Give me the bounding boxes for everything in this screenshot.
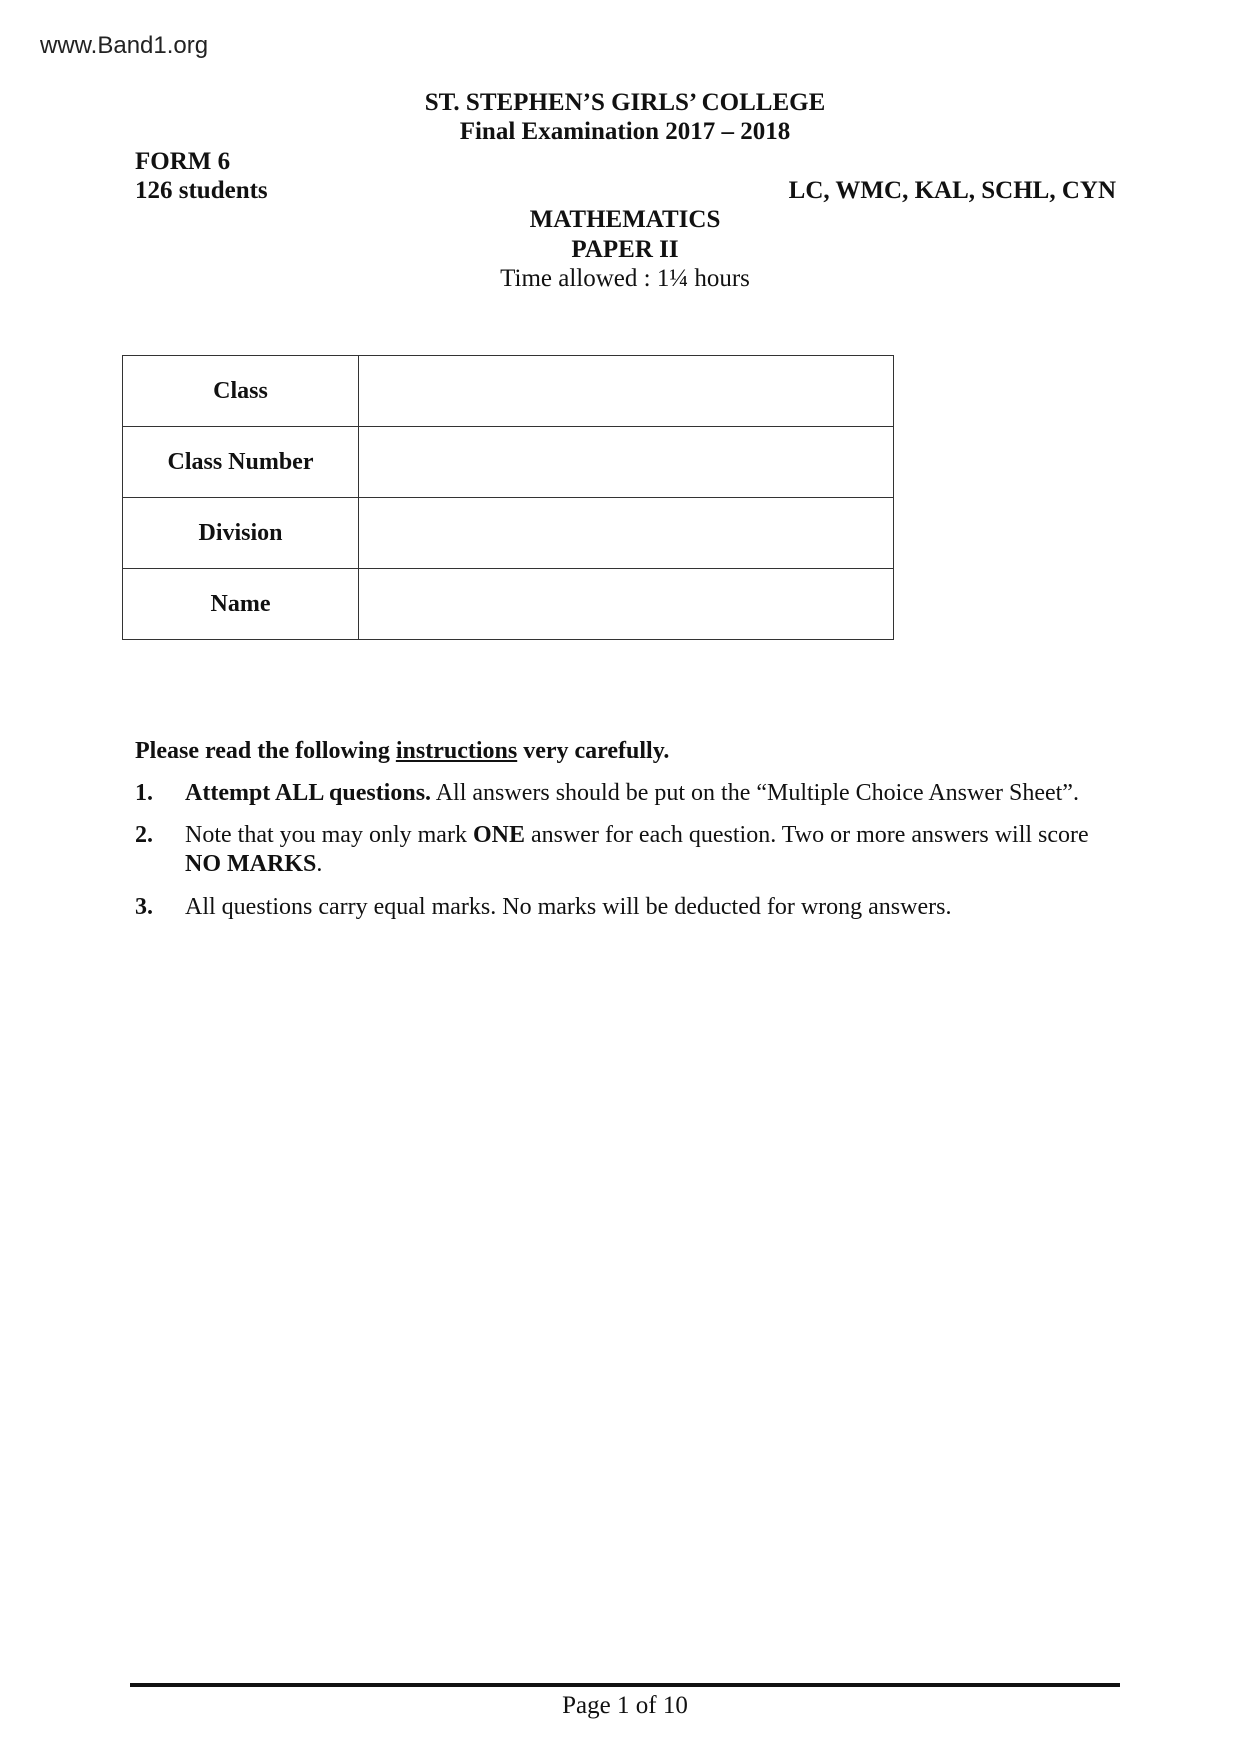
- page-number: Page 1 of 10: [562, 1692, 688, 1719]
- watermark[interactable]: www.Band1.org: [40, 32, 209, 59]
- student-count: 126 students: [135, 177, 268, 204]
- table-row: [123, 569, 894, 640]
- class-field[interactable]: [359, 356, 894, 427]
- form-label: FORM 6: [135, 148, 231, 175]
- instruction-3: All questions carry equal marks. No marks will be deducted for wrong answers.: [185, 894, 952, 920]
- table-row: [123, 356, 894, 427]
- text: All answers should be put on the “Multiple Choice Answer Sheet”.: [431, 780, 1079, 806]
- bold-text: ONE: [472, 822, 525, 848]
- item-number: 1.: [135, 780, 153, 806]
- teachers: LC, WMC, KAL, SCHL, CYN: [788, 177, 1116, 204]
- text: answer for each question. Two or more answers will score: [524, 822, 1089, 848]
- name-label: Name: [123, 569, 359, 640]
- paper: PAPER II: [571, 236, 679, 263]
- name-field[interactable]: [359, 569, 894, 640]
- bold-text: NO MARKS: [185, 851, 317, 877]
- time-allowed: Time allowed : 1¼ hours: [500, 265, 750, 292]
- table-row: [123, 427, 894, 498]
- table-row: [123, 498, 894, 569]
- class-number-field[interactable]: [359, 427, 894, 498]
- student-info-table: [122, 355, 894, 640]
- instructions-heading: [135, 738, 669, 765]
- exam-title: Final Examination 2017 – 2018: [459, 118, 791, 145]
- instruction-2: [185, 822, 1089, 849]
- division-field[interactable]: [359, 498, 894, 569]
- school-name: ST. STEPHEN’S GIRLS’ COLLEGE: [424, 89, 826, 116]
- instruction-1: [185, 780, 1079, 807]
- bold-text: Attempt ALL questions.: [185, 780, 432, 806]
- item-number: 2.: [135, 822, 153, 848]
- instruction-2-line2: [185, 851, 322, 878]
- footer-rule: [130, 1683, 1120, 1687]
- heading-text: very carefully.: [517, 738, 670, 764]
- class-label: Class: [123, 356, 359, 427]
- division-label: Division: [123, 498, 359, 569]
- heading-text: Please read the following: [135, 738, 396, 764]
- text: Note that you may only mark: [185, 822, 473, 848]
- text: .: [316, 851, 323, 877]
- subject: MATHEMATICS: [529, 206, 721, 233]
- class-number-label: Class Number: [123, 427, 359, 498]
- item-number: 3.: [135, 894, 153, 920]
- instructions-underlined: instructions: [395, 738, 518, 764]
